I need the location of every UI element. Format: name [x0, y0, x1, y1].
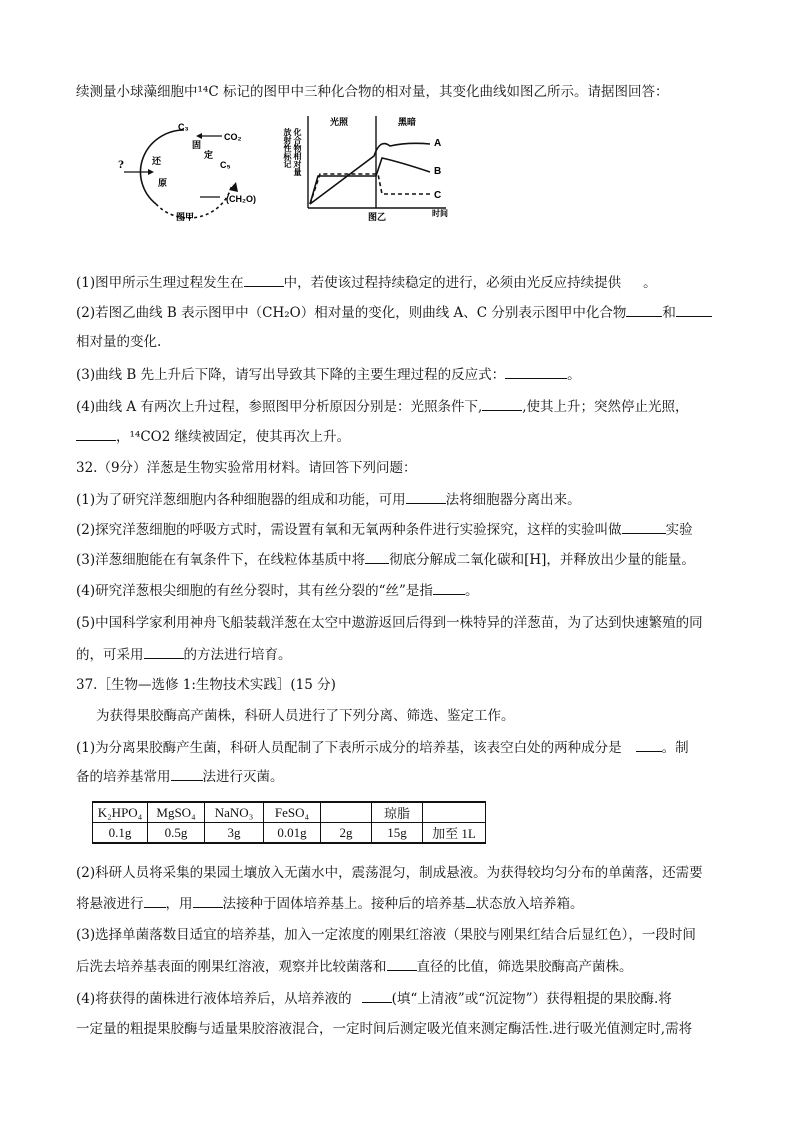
table-cell: 2g	[321, 823, 372, 844]
answer-blank[interactable]	[676, 302, 712, 317]
table-value-row	[93, 823, 486, 844]
table-cell: 加至 1L	[423, 823, 486, 844]
q31-part4: (4)曲线 A 有两次上升过程，参照图甲分析原因分别是：光照条件下, ,使其上升；突然停止光照，	[76, 396, 689, 417]
table-cell: 琼脂	[372, 802, 423, 823]
answer-blank[interactable]	[622, 519, 666, 534]
label-ding: 定	[204, 151, 214, 161]
cycle-arrow-head	[229, 182, 238, 192]
q31-part4-cont: ，¹⁴CO2 继续被固定，使其再次上升。	[76, 426, 350, 447]
answer-blank[interactable]	[505, 364, 567, 379]
table-cell: MgSO₄	[148, 802, 205, 823]
label-yuan: 原	[158, 179, 168, 189]
label-dark: 黑暗	[398, 118, 417, 128]
table-cell: 3g	[205, 823, 264, 844]
caption-jia: 图甲	[176, 213, 195, 223]
figure-yi-curves	[280, 112, 470, 224]
answer-blank[interactable]	[626, 302, 662, 317]
answer-blank[interactable]	[171, 766, 203, 781]
q37-part2-cont: 将悬液进行 ，用 法接种于固体培养基上。接种后的培养基 状态放入培养箱。	[76, 893, 584, 914]
label-huan: 还	[152, 157, 162, 167]
answer-blank[interactable]	[482, 396, 522, 411]
figure-jia-calvin-cycle	[112, 112, 272, 224]
q31-part3: (3)曲线 B 先上升后下降，请写出导致其下降的主要生理过程的反应式： 。	[76, 364, 581, 385]
answer-blank[interactable]	[193, 893, 223, 908]
q37-part3-cont: 后洗去培养基表面的刚果红溶液，观察并比较菌落和 直径的比值，筛选果胶酶高产菌株。	[76, 956, 633, 977]
ylabel-2: 化合物相对量	[293, 128, 303, 176]
q31-part2: (2)若图乙曲线 B 表示图甲中（CH₂O）相对量的变化，则曲线 A、C 分别表示图甲中化合物 和	[76, 302, 712, 323]
table-cell: 15g	[372, 823, 423, 844]
q37-part2: (2)科研人员将采集的果园土壤放入无菌水中，震荡混匀，制成悬液。为获得较均匀分布的单菌落，还需要	[76, 865, 703, 881]
q37-part3: (3)选择单菌落数目适宜的培养基，加入一定浓度的刚果红溶液（果胶与刚果红结合后显红色），一段时间	[76, 927, 696, 943]
table-cell: NaNO₃	[205, 802, 264, 823]
answer-blank[interactable]	[433, 580, 465, 595]
table-cell: 0.1g	[93, 823, 148, 844]
answer-blank[interactable]	[144, 893, 166, 908]
label-curve-c: C	[434, 190, 442, 201]
q37-heading: 37.［生物—选修 1:生物技术实践］(15 分)	[76, 677, 336, 693]
q32-part1: (1)为了研究洋葱细胞内各种细胞器的组成和功能，可用 法将细胞器分离出来。	[76, 489, 581, 510]
label-light: 光照	[330, 118, 349, 128]
q32-heading: 32.（9分）洋葱是生物实验常用材料。请回答下列问题：	[76, 460, 417, 476]
label-curve-b: B	[434, 166, 442, 177]
table-cell: 0.01g	[264, 823, 321, 844]
answer-blank[interactable]	[365, 549, 389, 564]
q37-part1: (1)为分离果胶酶产生菌，科研人员配制了下表所示成分的培养基，该表空白处的两种成分是 。制	[76, 737, 689, 758]
q37-lead: 为获得果胶酶高产菌株，科研人员进行了下列分离、筛选、鉴定工作。	[96, 708, 515, 724]
table-cell: K₂HPO₄	[93, 802, 148, 823]
q37-part1-cont: 备的培养基常用 法进行灭菌。	[76, 766, 284, 787]
label-gu: 固	[192, 141, 202, 151]
q31-part1: (1)图甲所示生理过程发生在 中，若使该过程持续稳定的进行，必须由光反应持续提供 。	[76, 272, 657, 293]
answer-blank[interactable]	[244, 272, 284, 287]
xlabel-time: 时间	[432, 208, 448, 218]
curve-a	[310, 143, 430, 204]
caption-yi: 图乙	[368, 213, 387, 223]
curve-c	[310, 174, 430, 204]
q37-part4-cont: 一定量的粗提果胶酶与适量果胶溶液混合，一定时间后测定吸光值来测定酶活性.进行吸光值测定时,需将	[76, 1021, 693, 1037]
q32-part4: (4)研究洋葱根尖细胞的有丝分裂时，其有丝分裂的“丝”是指 。	[76, 580, 478, 601]
table-cell: FeSO₄	[264, 802, 321, 823]
table-cell-empty	[321, 802, 372, 823]
table-cell-empty	[423, 802, 486, 823]
medium-composition-table	[92, 801, 486, 844]
label-c5: C₅	[220, 160, 231, 170]
answer-blank[interactable]	[466, 893, 476, 908]
label-co2: CO₂	[224, 132, 242, 142]
table-header-row	[93, 802, 486, 823]
answer-blank[interactable]	[362, 988, 392, 1003]
answer-blank[interactable]	[406, 489, 446, 504]
q31-part2-cont: 相对量的变化.	[76, 334, 162, 350]
q32-part5: (5)中国科学家利用神舟飞船装载洋葱在太空中遨游返回后得到一株特异的洋葱苗，为了达到快速繁殖的同	[76, 615, 703, 631]
cycle-solid-arc	[140, 130, 184, 204]
curve-b	[310, 158, 430, 204]
label-c3: C₃	[178, 122, 189, 132]
ylabel-1: 放射性标记	[283, 128, 293, 168]
answer-blank[interactable]	[144, 644, 184, 659]
answer-blank[interactable]	[636, 737, 662, 752]
intro-text: 续测量小球藻细胞中¹⁴C 标记的图甲中三种化合物的相对量，其变化曲线如图乙所示。请据图回答：	[76, 84, 669, 100]
q37-part4: (4)将获得的菌株进行液体培养后，从培养液的 (填“上清液”或“沉淀物”）获得粗提的果胶酶.将	[76, 988, 672, 1009]
answer-blank[interactable]	[76, 426, 116, 441]
table-cell: 0.5g	[148, 823, 205, 844]
q32-part2: (2)探究洋葱细胞的呼吸方式时，需设置有氧和无氧两种条件进行实验探究，这样的实验叫做 实验	[76, 519, 693, 540]
q32-part5-cont: 的，可采用 的方法进行培育。	[76, 644, 292, 665]
answer-blank[interactable]	[387, 956, 417, 971]
label-ch2o: (CH₂O)	[226, 194, 256, 204]
label-curve-a: A	[434, 138, 442, 149]
label-question: ?	[118, 160, 124, 171]
q32-part3: (3)洋葱细胞能在有氧条件下，在线粒体基质中将 彻底分解成二氧化碳和[H]，并释放出少量的能量。	[76, 549, 695, 570]
